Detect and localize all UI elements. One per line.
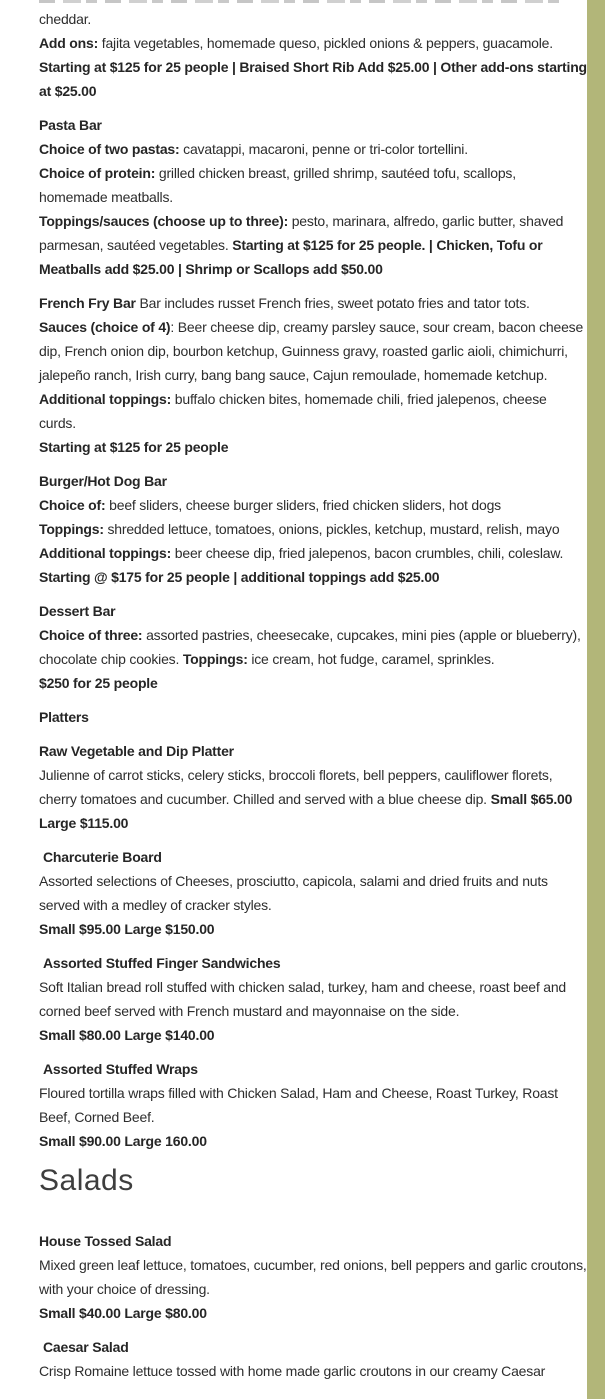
menu-line bbox=[39, 1359, 587, 1383]
menu-bold-text: Charcuterie Board bbox=[43, 849, 162, 865]
menu-block-burger-hot-dog-bar bbox=[39, 469, 587, 589]
menu-line bbox=[39, 517, 587, 541]
menu-line bbox=[39, 917, 587, 941]
menu-text: Floured tortilla wraps filled with Chicken Salad, Ham and Cheese, Roast Turkey, Roast Beef, Corned Beef. bbox=[39, 1085, 558, 1125]
menu-line bbox=[39, 161, 587, 209]
menu-bold-text: $250 for 25 people bbox=[39, 675, 158, 691]
menu-item-title bbox=[39, 469, 587, 493]
menu-text: : Beer cheese dip, creamy parsley sauce, sour cream, bacon cheese dip, French onion dip, bourbon ketchup, Guinness gravy, roasted garlic aioli, chimichurri, jalepeño ranch, Irish curry, bang bang sauce, Cajun remoulade, homemade ketchup. bbox=[39, 319, 584, 383]
menu-line bbox=[39, 541, 587, 565]
menu-bold-text: Choice of: bbox=[39, 497, 106, 513]
menu-block-house-tossed-salad bbox=[39, 1229, 587, 1325]
menu-text: Soft Italian bread roll stuffed with chicken salad, turkey, ham and cheese, roast beef and corned beef served with French mustard and mayonnaise on the side. bbox=[39, 979, 567, 1019]
menu-line bbox=[39, 763, 587, 835]
menu-bold-text: Starting at $125 for 25 people | Braised Short Rib Add $25.00 | Other add-ons starting at $25.00 bbox=[39, 59, 587, 99]
menu-bold-text: Pasta Bar bbox=[39, 117, 102, 133]
menu-item-title bbox=[39, 113, 587, 137]
menu-text: buffalo chicken bites, homemade chili, fried jalepenos, cheese curds. bbox=[39, 391, 547, 431]
menu-line bbox=[39, 55, 587, 103]
menu-line bbox=[39, 31, 587, 55]
menu-text: Julienne of carrot sticks, celery sticks, broccoli florets, bell peppers, cauliflower florets, cherry tomatoes and cucumber. Chilled and served with a blue cheese dip. bbox=[39, 767, 553, 807]
menu-text: Assorted selections of Cheeses, prosciutto, capicola, salami and dried fruits and nuts served with a medley of cracker styles. bbox=[39, 873, 548, 913]
menu-text: beer cheese dip, fried jalepenos, bacon crumbles, chili, coleslaw. bbox=[171, 545, 564, 561]
menu-line bbox=[39, 975, 587, 1023]
menu-block-previous-bar-continued bbox=[39, 0, 587, 103]
menu-item-title bbox=[39, 1229, 587, 1253]
menu-bold-text: Assorted Stuffed Wraps bbox=[43, 1061, 198, 1077]
menu-line bbox=[39, 1129, 587, 1153]
menu-line bbox=[39, 1301, 587, 1325]
menu-bold-text: Additional toppings: bbox=[39, 545, 172, 561]
menu-line bbox=[39, 565, 587, 589]
menu-bold-text: Platters bbox=[39, 709, 89, 725]
menu-item-title bbox=[39, 845, 587, 869]
menu-line bbox=[39, 493, 587, 517]
menu-line bbox=[39, 137, 587, 161]
menu-bold-text: Small $40.00 Large $80.00 bbox=[39, 1305, 207, 1321]
menu-item-title bbox=[39, 599, 587, 623]
menu-line bbox=[39, 1081, 587, 1129]
menu-block-caesar-salad bbox=[39, 1335, 587, 1383]
menu-bold-text: Burger/Hot Dog Bar bbox=[39, 473, 167, 489]
menu-line bbox=[39, 671, 587, 695]
menu-bold-text: Sauces (choice of 4) bbox=[39, 319, 171, 335]
menu-bold-text: Starting at $125 for 25 people bbox=[39, 439, 229, 455]
menu-text: cavatappi, macaroni, penne or tri-color tortellini. bbox=[179, 141, 468, 157]
menu-line bbox=[39, 623, 587, 671]
menu-bold-text: Dessert Bar bbox=[39, 603, 116, 619]
menu-bold-text: Small $95.00 Large $150.00 bbox=[39, 921, 215, 937]
menu-text: shredded lettuce, tomatoes, onions, pickles, ketchup, mustard, relish, mayo bbox=[103, 521, 560, 537]
menu-text: cheddar. bbox=[39, 11, 92, 27]
menu-block-charcuterie-board bbox=[39, 845, 587, 941]
side-strip bbox=[587, 0, 605, 1399]
menu-bold-text: House Tossed Salad bbox=[39, 1233, 172, 1249]
menu-bold-text: Additional toppings: bbox=[39, 391, 172, 407]
menu-block-assorted-stuffed-finger-sandwiches bbox=[39, 951, 587, 1047]
menu-item-title bbox=[39, 951, 587, 975]
menu-bold-text: Caesar Salad bbox=[43, 1339, 129, 1355]
menu-bold-text: Starting at $125 for 25 people. | Chicken, Tofu or Meatballs add $25.00 | Shrimp or Scallops add $50.00 bbox=[39, 237, 543, 277]
menu-text: beef sliders, cheese burger sliders, fried chicken sliders, hot dogs bbox=[105, 497, 501, 513]
menu-text: Crisp Romaine lettuce tossed with home made garlic croutons in our creamy Caesar bbox=[39, 1363, 546, 1379]
menu-block-dessert-bar bbox=[39, 599, 587, 695]
menu-block-pasta-bar bbox=[39, 113, 587, 281]
clipped-text-line bbox=[39, 0, 564, 3]
menu-line bbox=[39, 209, 587, 281]
menu-block-raw-vegetable-and-dip-platter bbox=[39, 739, 587, 835]
menu-line bbox=[39, 435, 587, 459]
menu-line bbox=[39, 869, 587, 917]
menu-bold-text: Toppings: bbox=[39, 521, 104, 537]
menu-text: ice cream, hot fudge, caramel, sprinkles. bbox=[247, 651, 495, 667]
menu-line bbox=[39, 1253, 587, 1301]
menu-bold-text: Small $90.00 Large 160.00 bbox=[39, 1133, 207, 1149]
menu-bold-text: Choice of three: bbox=[39, 627, 143, 643]
menu-bold-text: Toppings/sauces (choose up to three): bbox=[39, 213, 289, 229]
menu-block-assorted-stuffed-wraps bbox=[39, 1057, 587, 1153]
salads-heading: Salads bbox=[39, 1164, 134, 1197]
menu-text: assorted pastries, cheesecake, cupcakes, mini pies (apple or blueberry), chocolate chip cookies. bbox=[39, 627, 581, 667]
menu-bold-text: Small $65.00 Large $115.00 bbox=[39, 791, 573, 831]
menu-item-title bbox=[39, 291, 587, 315]
menu-bold-text: Choice of protein: bbox=[39, 165, 156, 181]
menu-bold-text: French Fry Bar bbox=[39, 295, 136, 311]
menu-block-french-fry-bar bbox=[39, 291, 587, 459]
menu-text: pesto, marinara, alfredo, garlic butter, shaved parmesan, sautéed vegetables. bbox=[39, 213, 564, 253]
menu-text: Bar includes russet French fries, sweet potato fries and tator tots. bbox=[135, 295, 530, 311]
menu-bold-text: Small $80.00 Large $140.00 bbox=[39, 1027, 215, 1043]
menu-bold-text: Assorted Stuffed Finger Sandwiches bbox=[43, 955, 281, 971]
menu-bold-text: Add ons: bbox=[39, 35, 99, 51]
menu-bold-text: Toppings: bbox=[182, 651, 248, 667]
menu-text: grilled chicken breast, grilled shrimp, sautéed tofu, scallops, homemade meatballs. bbox=[39, 165, 516, 205]
menu-item-title bbox=[39, 1335, 587, 1359]
menu-item-title bbox=[39, 705, 587, 729]
menu-line bbox=[39, 7, 587, 31]
menu-item-title bbox=[39, 739, 587, 763]
menu-bold-text: Choice of two pastas: bbox=[39, 141, 180, 157]
menu-text: Mixed green leaf lettuce, tomatoes, cucumber, red onions, bell peppers and garlic croutons, with your choice of dressing. bbox=[39, 1257, 587, 1297]
menu-text: fajita vegetables, homemade queso, pickled onions & peppers, guacamole. bbox=[98, 35, 553, 51]
menu-line bbox=[39, 1023, 587, 1047]
menu-block-platters-subheading bbox=[39, 705, 587, 729]
menu-bold-text: Starting @ $175 for 25 people | additional toppings add $25.00 bbox=[39, 569, 440, 585]
menu-line bbox=[39, 315, 587, 387]
menu-bold-text: Raw Vegetable and Dip Platter bbox=[39, 743, 234, 759]
menu-line bbox=[39, 387, 587, 435]
menu-item-title bbox=[39, 1057, 587, 1081]
